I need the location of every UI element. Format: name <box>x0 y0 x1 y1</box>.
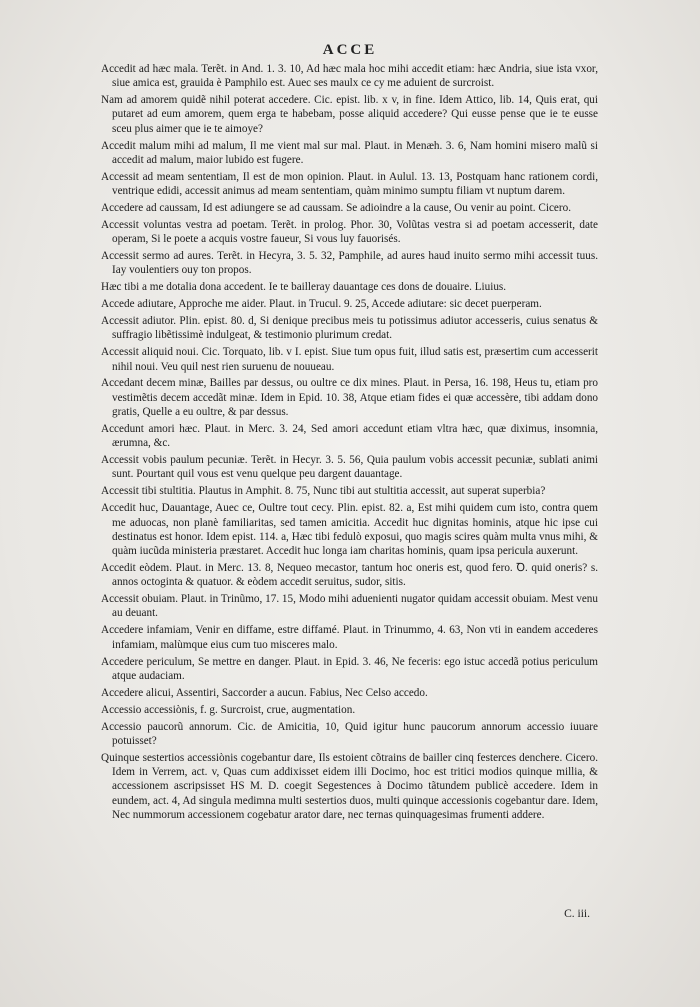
signature-mark: C. iii. <box>564 908 590 920</box>
dictionary-entry: Accessio accessiònis, f. g. Surcroist, crue, augmentation. <box>101 703 356 716</box>
dictionary-entry: Accessit aliquid noui. Cic. Torquato, lib. v I. epist. Siue tum opus fuit, illud satis est, præsertim cum accesserit nihil noui. Veu quil nest rien suruenu de nouueau. <box>101 346 598 373</box>
dictionary-entry: Accedit ad hæc mala. Terẽt. in And. 1. 3. 10, Ad hæc mala hoc mihi accedit etiam: hæc Andria, siue ista vxor, siue amica est, grauida è Pamphilo est. Auec ses maulx ce cy me aduient de surcroist. <box>101 63 598 90</box>
dictionary-entry: Accedere ad caussam, Id est adiungere se ad caussam. Se adioindre a la cause, Ou venir au point. Cicero. <box>101 202 572 215</box>
dictionary-entry: Accessit vobis paulum pecuniæ. Terẽt. in Hecyr. 3. 5. 56, Quia paulum vobis accessit pecuniæ, sublati animi sunt. Pourtant quil vous est venu quelque peu dargent dauantage. <box>101 454 598 481</box>
dictionary-entry: Accessio paucorũ annorum. Cic. de Amicitia, 10, Quid igitur hunc paucorum annorum accessio iuuare potuisset? <box>101 720 598 747</box>
dictionary-entry: Accessit tibi stultitia. Plautus in Amphit. 8. 75, Nunc tibi aut stultitia accessit, aut superat superbia? <box>101 485 546 498</box>
dictionary-entries <box>101 62 598 825</box>
dictionary-entry: Accedit malum mihi ad malum, Il me vient mal sur mal. Plaut. in Menæh. 3. 6, Nam homini misero malũ si accedit ad malum, maior lubido est fugere. <box>101 139 598 166</box>
dictionary-entry: Accedit eòdem. Plaut. in Merc. 13. 8, Nequeo mecastor, tantum hoc oneris est, quod fero. Ꝺ. quid oneris? s. annos octoginta & quatuor. & eòdem accedit seruitus, sudor, sitis. <box>101 562 598 589</box>
dictionary-entry: Accessit voluntas vestra ad poetam. Terẽt. in prolog. Phor. 30, Volũtas vestra si ad poetam accesserit, date operam, Si le poete a acquis vostre faueur, Si vous luy fauorisés. <box>101 218 598 246</box>
dictionary-entry: Accedere alicui, Assentiri, Saccorder a aucun. Fabius, Nec Celso accedo. <box>101 686 428 699</box>
dictionary-entry: Hæc tibi a me dotalia dona accedent. Ie te bailleray dauantage ces dons de douaire. Liuius. <box>101 281 507 294</box>
dictionary-entry: Accessit adiutor. Plin. epist. 80. d, Si denique precibus meis tu potissimus adiutor accesseris, cuius senatus & suffragio libẽtissimè indulgeat, & testimonio plurimum credat. <box>101 315 598 342</box>
dictionary-entry: Accede adiutare, Approche me aider. Plaut. in Trucul. 9. 25, Accede adiutare: sic decet puerperam. <box>101 298 542 311</box>
dictionary-entry: Accedere infamiam, Venir en diffame, estre diffamé. Plaut. in Trinummo, 4. 63, Non vti in eandem accederes infamiam, malùmque eius cum tuo misceres malo. <box>101 624 598 651</box>
dictionary-entry: Nam ad amorem quidẽ nihil poterat accedere. Cic. epist. lib. x v, in fine. Idem Attico, lib. 14, Quis erat, qui putaret ad eum amorem, quem erga te habebam, posse aliquid accedere? Qui eusse pense que ie te eusse sceu plus aimer que ie te aimoye? <box>101 94 598 135</box>
dictionary-entry: Quinque sestertios accessiònis cogebantur dare, Ils estoient cõtrains de bailler cinq festerces denchere. Cicero. Idem in Verrem, act. v, Quas cum addixisset eidem illi Docimo, hoc est tritici modios quinque millia, & accessionem ascripsisset HS M. D. coegit Segestences à Docimo tãtundem publicè accedere. Idem in eundem, act. 4, Ad singula medimna multi sestertios duos, multi quinque accessionis cogebantur dare. Idem, Nec nummorum accessionem cogebatur arator dare, nec ternas quinquagesimas frumenti addere. <box>101 751 598 821</box>
dictionary-entry: Accedere periculum, Se mettre en danger. Plaut. in Epid. 3. 46, Ne feceris: ego istuc accedã potius periculum atque audaciam. <box>101 655 598 682</box>
page-header: ACCE <box>322 42 378 58</box>
dictionary-entry: Accedant decem minæ, Bailles par dessus, ou oultre ce dix mines. Plaut. in Persa, 16. 198, Heus tu, etiam pro vestimẽtis decem accedãt minæ. Idem in Epid. 10. 38, Atque etiam fides ei quæ accessère, tibi addam dono gratis, Quelle a eu oultre, & par dessus. <box>101 377 598 419</box>
dictionary-entry: Accessit obuiam. Plaut. in Trinũmo, 17. 15, Modo mihi aduenienti nugator quidam accessit obuiam. Mest venu au deuant. <box>101 593 598 620</box>
dictionary-entry: Accessit sermo ad aures. Terẽt. in Hecyra, 3. 5. 32, Pamphile, ad aures haud inuito sermo mihi accessit tuus. Iay voulentiers ouy ton propos. <box>101 250 598 277</box>
dictionary-entry: Accedunt amori hæc. Plaut. in Merc. 3. 24, Sed amori accedunt etiam vltra hæc, quæ diximus, insomnia, ærumna, &c. <box>101 422 598 450</box>
dictionary-entry: Accedit huc, Dauantage, Auec ce, Oultre tout cecy. Plin. epist. 82. a, Est mihi quidem cum isto, contra quem me aduocas, non planè familiaritas, sed tamen amicitia. Accedit huc dignitas hominis, atque hic ipse cui destinatus est honor. Idem epist. 114. a, Hæc tibi fedulò exposui, quo magis scires quàm multa vnus mihi, & quàm iucũda ministeria præstaret. Accedit huc longa iam charitas hominis, quam ipsa pericula auxerunt. <box>101 502 598 558</box>
dictionary-entry: Accessit ad meam sententiam, Il est de mon opinion. Plaut. in Aulul. 13. 13, Postquam hanc rationem cordi, ventrique edidi, accessit animus ad meam sententiam, quàm minimo sumptu filiam vt nuptum darem. <box>101 170 598 198</box>
